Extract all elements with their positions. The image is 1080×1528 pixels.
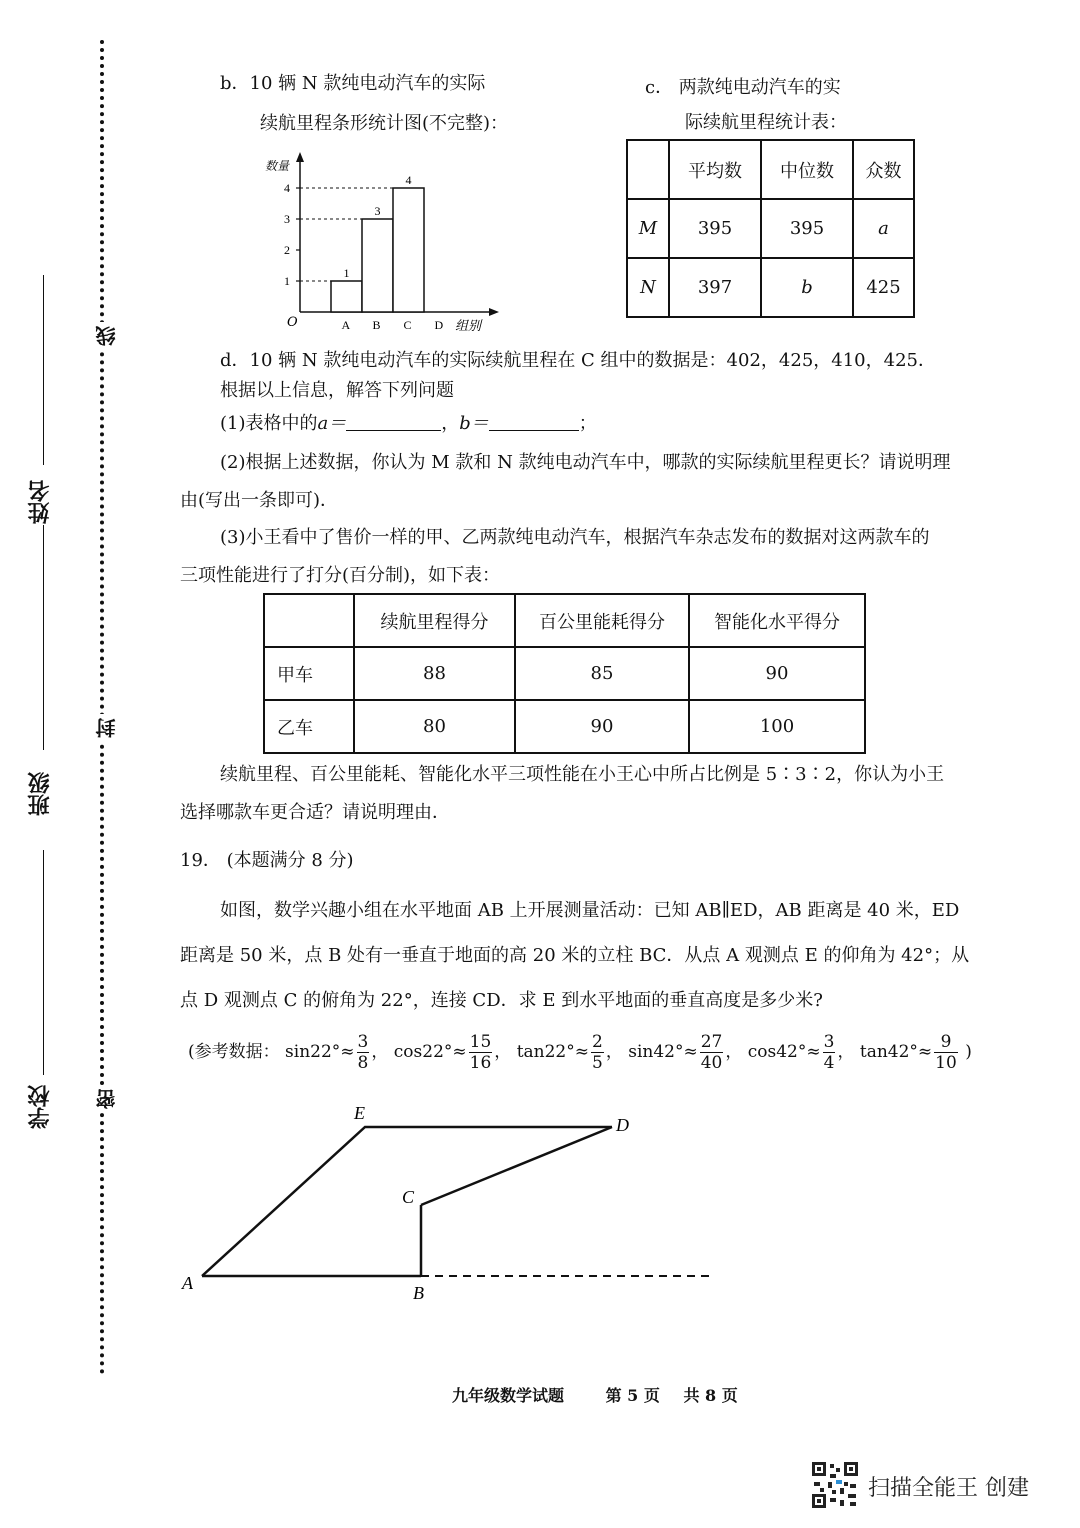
ref-denominator: 4 <box>823 1053 835 1073</box>
score-table-header-row <box>264 594 865 647</box>
ref-denominator: 10 <box>935 1053 957 1073</box>
ref-numerator: 9 <box>934 1032 958 1053</box>
ref-numerator: 3 <box>823 1032 835 1052</box>
question-3-line1: (3)小王看中了售价一样的甲、乙两款纯电动汽车，根据汽车杂志发布的数据对这两款车的 <box>220 527 930 548</box>
ref-denominator: 8 <box>357 1053 369 1073</box>
ref-fn: cos42°≈ <box>747 1042 821 1062</box>
question-19-line1: 如图，数学兴趣小组在水平地面 AB 上开展测量活动：已知 AB∥ED，AB 距离是 40 米，ED <box>220 900 960 921</box>
score-header-cell: 智能化水平得分 <box>689 594 865 647</box>
question-2-line1: (2)根据上述数据，你认为 M 款和 N 款纯电动汽车中，哪款的实际续航里程更长？请说明理 <box>220 452 951 473</box>
q1-b-label: b＝ <box>459 413 489 434</box>
sidebar-rule <box>43 525 44 750</box>
bar-chart <box>255 150 515 340</box>
ref-prefix: (参考数据： <box>188 1042 280 1062</box>
score-table <box>263 593 866 754</box>
chart-bar <box>362 219 393 312</box>
ref-fraction <box>357 1032 370 1073</box>
ref-denominator: 5 <box>591 1053 603 1073</box>
chart-data-label: 1 <box>343 266 350 280</box>
chart-origin: O <box>287 315 298 330</box>
point-label-A: A <box>182 1273 193 1293</box>
point-label-B: B <box>413 1283 424 1303</box>
q1-prefix: (1)表格中的 <box>220 413 318 434</box>
footer-page: 第 5 页 <box>605 1386 660 1405</box>
ref-denominator: 40 <box>700 1053 723 1073</box>
score-cell: 80 <box>354 700 515 753</box>
score-cell: 90 <box>689 647 865 700</box>
reference-data <box>188 1027 972 1077</box>
ref-numerator: 15 <box>469 1032 492 1052</box>
chart-data-label: 3 <box>374 204 381 218</box>
question-3-after-line1: 续航里程、百公里能耗、智能化水平三项性能在小王心中所占比例是 5∶3∶2，你认为小王 <box>220 764 945 785</box>
qr-code-icon <box>810 1460 860 1510</box>
chart-y-tick-label: 3 <box>284 212 290 226</box>
segment-CD <box>421 1127 612 1205</box>
point-label-E: E <box>354 1103 365 1123</box>
chart-xlabel: 组别 <box>455 319 482 334</box>
ref-separator: ， <box>837 1042 855 1062</box>
ref-denominator: 16 <box>469 1053 492 1073</box>
ref-separator: ， <box>371 1042 389 1062</box>
ref-fn: sin22°≈ <box>285 1042 355 1062</box>
sidebar-rule <box>43 850 44 1075</box>
seal-word-feng: 封 <box>92 714 121 742</box>
question-19-header: 19． (本题满分 8 分) <box>180 850 354 871</box>
score-header-cell <box>264 594 354 647</box>
ref-fraction <box>823 1032 836 1073</box>
chart-y-arrow <box>296 152 304 162</box>
chart-category-label: C <box>403 318 412 332</box>
ref-fraction <box>934 1032 958 1073</box>
sidebar-label-school: 学校 <box>27 1085 53 1129</box>
ref-item <box>747 1032 838 1073</box>
seal-dotted-line <box>100 40 104 1375</box>
chart-category-label: D <box>434 318 444 332</box>
chart-y-tick-label: 2 <box>284 243 290 257</box>
ref-separator: ， <box>494 1042 512 1062</box>
score-cell: 85 <box>515 647 689 700</box>
part-d-line1: d．10 辆 N 款纯电动汽车的实际续航里程在 C 组中的数据是：402，425，410，425． <box>220 350 936 371</box>
stats-cell: b <box>761 258 853 317</box>
table-row <box>627 199 914 258</box>
ref-item <box>285 1032 371 1073</box>
stats-header-cell: 平均数 <box>669 140 761 199</box>
stats-cell: 397 <box>669 258 761 317</box>
question-2-line2: 由(写出一条即可)． <box>180 490 339 511</box>
ref-numerator: 3 <box>357 1032 369 1052</box>
chart-category-label: A <box>341 318 351 332</box>
seal-word-mi: 密 <box>92 1085 121 1113</box>
part-c-title-line2: 际续航里程统计表： <box>685 112 847 133</box>
geometry-figure <box>170 1095 730 1310</box>
ref-fraction <box>591 1032 604 1073</box>
seal-word-xian: 线 <box>92 322 121 350</box>
ref-numerator: 2 <box>591 1032 603 1052</box>
chart-data-label: 4 <box>405 173 412 187</box>
chart-bar <box>393 188 424 312</box>
score-header-cell: 百公里能耗得分 <box>515 594 689 647</box>
ref-fn: sin42°≈ <box>628 1042 698 1062</box>
score-cell: 乙车 <box>264 700 354 753</box>
stats-cell: 395 <box>761 199 853 258</box>
question-3-after-line2: 选择哪款车更合适？请说明理由． <box>180 802 450 823</box>
ref-separator: ， <box>605 1042 623 1062</box>
stats-header-cell: 众数 <box>853 140 914 199</box>
score-cell: 88 <box>354 647 515 700</box>
stats-header-cell: 中位数 <box>761 140 853 199</box>
sidebar-label-class: 班级 <box>27 772 53 816</box>
chart-y-tick-label: 4 <box>284 181 290 195</box>
chart-y-tick-label: 1 <box>284 274 290 288</box>
ref-suffix: ) <box>965 1042 972 1062</box>
stats-cell: a <box>853 199 914 258</box>
table-row <box>627 258 914 317</box>
ref-item <box>393 1032 495 1073</box>
score-cell: 90 <box>515 700 689 753</box>
q1-a-blank[interactable] <box>346 412 441 431</box>
stats-table-header-row <box>627 140 914 199</box>
question-19-line3: 点 D 观测点 C 的俯角为 22°，连接 CD．求 E 到水平地面的垂直高度是多少米? <box>180 990 823 1011</box>
footer-total: 共 8 页 <box>683 1386 738 1405</box>
chart-category-label: B <box>372 318 381 332</box>
point-label-C: C <box>402 1187 415 1207</box>
ref-fraction <box>469 1032 493 1073</box>
question-19-line2: 距离是 50 米，点 B 处有一垂直于地面的高 20 米的立柱 BC．从点 A 观测点 E 的仰角为 42°；从 <box>180 945 970 966</box>
stats-cell: N <box>627 258 669 317</box>
q1-a-label: a＝ <box>317 413 347 434</box>
ref-item <box>628 1032 725 1073</box>
ref-fn: tan22°≈ <box>516 1042 589 1062</box>
part-c-title-line1: c． 两款纯电动汽车的实 <box>645 77 841 98</box>
ref-item <box>859 1032 960 1073</box>
footer-title: 九年级数学试题 <box>452 1386 565 1405</box>
table-row <box>264 647 865 700</box>
chart-x-arrow <box>489 308 499 316</box>
stats-cell: M <box>627 199 669 258</box>
score-cell: 甲车 <box>264 647 354 700</box>
ref-numerator: 27 <box>700 1032 723 1052</box>
ref-separator: ， <box>725 1042 743 1062</box>
footer <box>452 1383 738 1406</box>
watermark-text: 扫描全能王 创建 <box>868 1476 1029 1501</box>
q1-sep: ， <box>441 413 460 434</box>
part-d-line2: 根据以上信息，解答下列问题 <box>220 380 454 401</box>
point-label-D: D <box>616 1115 629 1135</box>
table-row <box>264 700 865 753</box>
sidebar-label-name: 姓名 <box>27 480 53 524</box>
ref-fn: cos22°≈ <box>393 1042 467 1062</box>
score-cell: 100 <box>689 700 865 753</box>
stats-table <box>626 139 915 318</box>
question-3-line2: 三项性能进行了打分(百分制)，如下表： <box>180 565 501 586</box>
chart-bar <box>331 281 362 312</box>
stats-header-cell <box>627 140 669 199</box>
sidebar-rule <box>43 275 44 465</box>
ref-fn: tan42°≈ <box>859 1042 933 1062</box>
score-header-cell: 续航里程得分 <box>354 594 515 647</box>
stats-cell: 395 <box>669 199 761 258</box>
question-1 <box>220 412 597 436</box>
part-b-title-line2: 续航里程条形统计图(不完整)： <box>260 113 509 134</box>
part-b-title-line1: b．10 辆 N 款纯电动汽车的实际 <box>220 73 486 94</box>
ref-item <box>516 1032 606 1073</box>
ref-fraction <box>700 1032 724 1073</box>
stats-cell: 425 <box>853 258 914 317</box>
q1-b-blank[interactable] <box>489 412 579 431</box>
q1-end: ； <box>578 413 597 434</box>
chart-ylabel: 数量 <box>265 159 290 173</box>
